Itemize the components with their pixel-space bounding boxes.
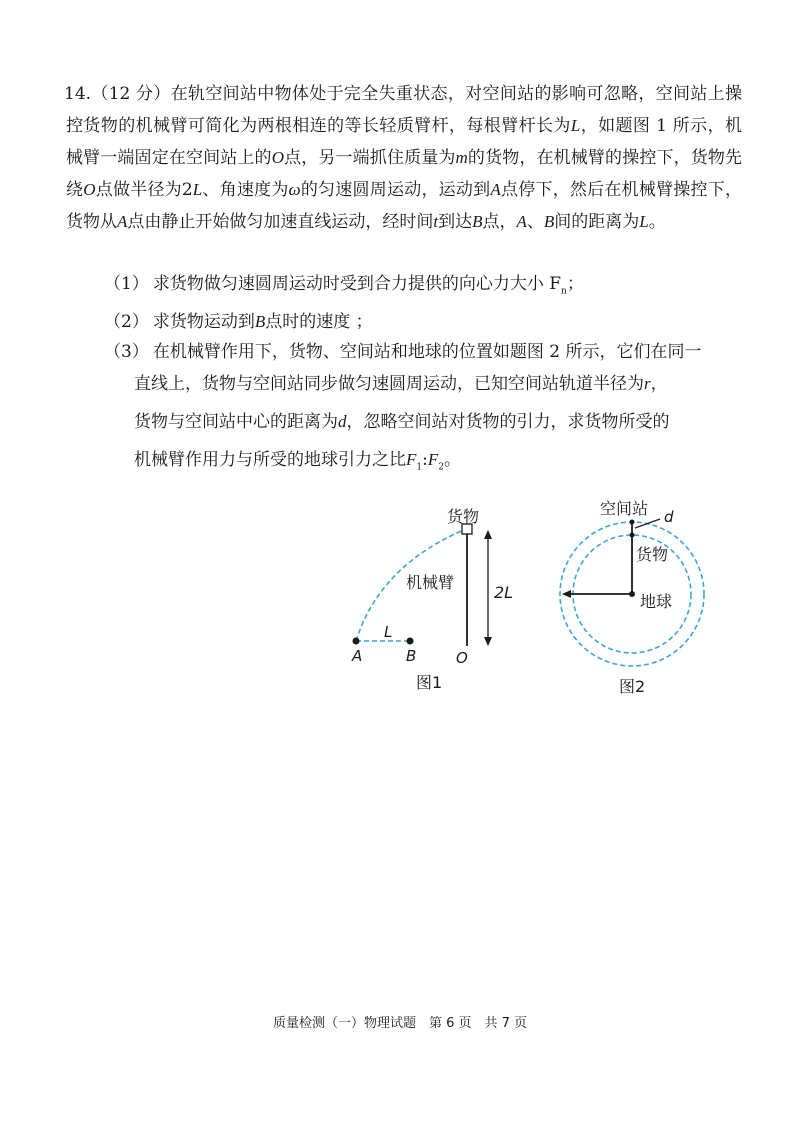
cargo-label: 货物	[447, 507, 480, 526]
figure-1	[351, 507, 513, 692]
cargo-label: 货物	[636, 545, 669, 564]
stem-text: 点做半径为2	[95, 180, 193, 200]
height-label: 2L	[494, 583, 514, 602]
point-b-dot	[407, 638, 414, 645]
subquestion-text: ，	[650, 374, 668, 394]
stem-text: 点，另一端抓住质量为	[283, 148, 456, 168]
stem-var: t	[433, 212, 439, 231]
stem-var: B	[543, 212, 555, 231]
subquestion-label: （2）	[104, 312, 149, 332]
figure-2	[560, 499, 704, 696]
question-number: 14.	[64, 84, 92, 104]
subquestion-var: r	[644, 374, 651, 393]
d-label: d	[664, 508, 674, 526]
subscript: 1	[416, 462, 423, 473]
stem-text: 的匀速圆周运动，运动到	[300, 180, 491, 200]
figure1-caption: 图1	[416, 673, 443, 692]
stem-text: 、角速度为	[202, 180, 289, 200]
stem-text: 点由静止开始做匀加速直线运动，经时间	[127, 212, 434, 232]
dimension-arrow-bottom	[484, 637, 492, 646]
stem-text: 点停下，然后在机械臂操控下，货物从	[66, 180, 743, 232]
stem-text: 到达	[438, 212, 473, 232]
point-a-dot	[353, 638, 360, 645]
subquestion-text: ，忽略空间站对货物的引力，求货物所受的	[346, 412, 670, 432]
ratio-colon: :	[422, 450, 428, 470]
subquestion-text: 机械臂作用力与所受的地球引力之比	[134, 450, 406, 470]
subquestion-text: 求货物运动到	[152, 312, 255, 332]
station-dot	[630, 520, 635, 525]
subquestion-var: B	[254, 312, 266, 331]
earth-center-dot	[629, 591, 635, 597]
stem-var: m	[455, 148, 468, 167]
figure2-caption: 图2	[619, 677, 646, 696]
stem-var: L	[639, 212, 649, 231]
radius-arrowhead	[562, 590, 571, 598]
segment-label: L	[384, 623, 393, 641]
point-a-label: A	[352, 647, 363, 665]
subquestion-text: 。	[443, 450, 461, 470]
arm-label: 机械臂	[406, 573, 455, 592]
subscript: 2	[438, 462, 444, 473]
subquestion-text: ；	[566, 274, 584, 294]
stem-text: 。	[648, 212, 666, 232]
stem-var: ω	[288, 180, 301, 199]
ratio-symbol: F	[406, 450, 417, 469]
stem-var: A	[490, 180, 501, 199]
subquestion-label: （1）	[104, 274, 149, 294]
stem-var: B	[472, 212, 483, 231]
subquestion-label: （3）	[104, 342, 149, 362]
question-points: （12 分）	[91, 84, 171, 104]
stem-text: 在轨空间站中物体处于完全失重状态，对空间站的影响可忽略，空间站上操控货物的机械臂可简化为两根相连的等长轻质臂杆，每根臂杆长为	[66, 84, 742, 136]
dimension-arrow-top	[484, 530, 492, 539]
stem-text: 的货物，在机械臂的操控下，货物先绕	[66, 148, 743, 200]
point-o-label: O	[456, 649, 468, 667]
station-label: 空间站	[600, 499, 649, 518]
earth-label: 地球	[640, 592, 673, 611]
stem-var: A	[516, 212, 527, 231]
stem-var: L	[192, 180, 203, 199]
ratio-symbol: F	[427, 450, 439, 469]
stem-var: O	[83, 180, 96, 199]
cargo-dot	[630, 533, 635, 538]
stem-var: O	[271, 148, 284, 167]
stem-text: 、	[526, 212, 544, 232]
stem-text: ，如题图 1 所示，机械臂一端固定在空间站上的	[66, 116, 742, 168]
subquestion-text: 货物与空间站中心的距离为	[134, 412, 338, 432]
subquestion-text: 求货物做匀速圆周运动时受到合力提供的向心力大小 F	[152, 274, 562, 294]
subscript: n	[561, 286, 567, 297]
point-b-label: B	[406, 647, 417, 665]
stem-text: 间的距离为	[554, 212, 640, 232]
stem-text: 点，	[482, 212, 517, 232]
stem-var: A	[117, 212, 128, 231]
subquestion-var: d	[338, 412, 347, 431]
subquestion-text: 在机械臂作用下，货物、空间站和地球的位置如题图 2 所示，它们在同一	[152, 342, 702, 362]
subquestion-text: 直线上，货物与空间站同步做匀速圆周运动，已知空间站轨道半径为	[134, 374, 644, 394]
stem-var: L	[570, 116, 581, 135]
subquestion-text: 点时的速度 ；	[265, 312, 373, 332]
page-footer: 质量检测（一）物理试题 第 6 页 共 7 页	[272, 1016, 528, 1031]
